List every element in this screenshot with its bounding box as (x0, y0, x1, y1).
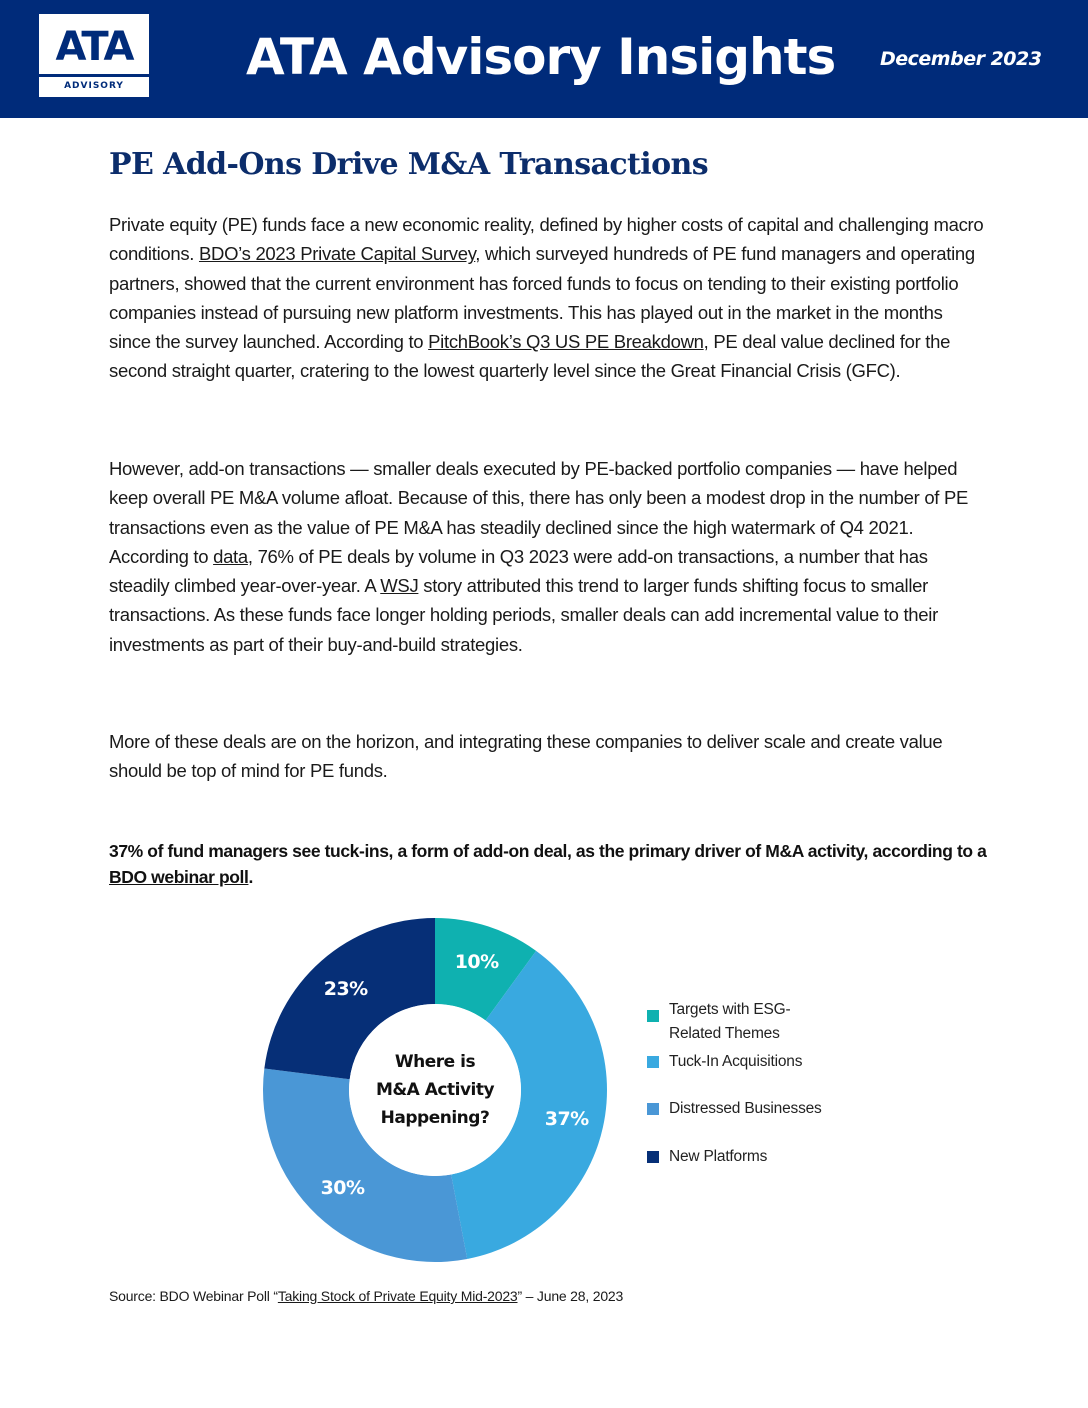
paragraph-text: , 76% of PE deals by volume in Q3 2023 were add-on transactions, a number that has steadily climbed year-over-year. A (109, 545, 928, 597)
slice-label-distressed: 30% (320, 1177, 365, 1200)
issue-date: December 2023 (880, 48, 1042, 70)
source-suffix: ” – June 28, 2023 (517, 1288, 624, 1304)
center-line-3: Happening? (380, 1108, 490, 1128)
legend-label: New Platforms (669, 1148, 768, 1165)
paragraph-text: , PE deal value declined for the second straight quarter, cratering to the lowest quarterly level since the Great Financial Crisis (GFC). (109, 331, 951, 382)
paragraph-text: , which surveyed hundreds of PE fund managers and operating partners, showed that the current environment has forced funds to focus on tending to their existing portfolio companies instead of pursuing new platform investments. This has played out in the market in the months since the survey launched. According to (109, 243, 975, 353)
source-link[interactable]: Taking Stock of Private Equity Mid-2023 (277, 1288, 518, 1304)
paragraph-1 (109, 210, 989, 386)
paragraph-text: Private equity (PE) funds face a new economic reality, defined by higher costs of capital and challenging macro conditions. (109, 214, 984, 265)
ata-advisory-logo (39, 14, 149, 97)
caption-end: . (248, 867, 253, 887)
legend-label: Distressed Businesses (669, 1100, 822, 1117)
article-title: PE Add-Ons Drive M&A Transactions (109, 147, 708, 182)
paragraph-text: story attributed this trend to larger funds shifting focus to smaller transactions. As these funds face longer holding periods, smaller deals can add incremental value to their investments as part of their buy-and-build strategies. (109, 575, 938, 655)
caption-text: 37% of fund managers see tuck-ins, a form of add-on deal, as the primary driver of M&A activity, according to a (109, 841, 987, 861)
source-prefix: Source: BDO Webinar Poll “ (109, 1288, 278, 1304)
slice-label-new-platforms: 23% (323, 977, 368, 1000)
legend-swatch-navy-icon (647, 1151, 659, 1163)
page-header (0, 0, 1088, 118)
legend-swatch-mid-blue-icon (647, 1103, 659, 1115)
legend-line-2: Related Themes (669, 1025, 780, 1042)
paragraph-2 (109, 454, 989, 659)
logo-mark: ATA (55, 24, 133, 70)
donut-chart (255, 910, 615, 1270)
logo-subtitle: ADVISORY (64, 81, 124, 91)
pitchbook-link[interactable]: PitchBook’s Q3 US PE Breakdown (428, 331, 704, 353)
legend-label (669, 998, 849, 1046)
chart-caption (109, 838, 989, 890)
chart-center-title (350, 1048, 520, 1132)
logo-divider (39, 74, 149, 77)
paragraph-text: However, add-on transactions — smaller deals executed by PE-backed portfolio companies — have helped keep overall PE M&A volume afloat. Because of this, there has only been a modest drop in the number of PE transactions even as the value of PE M&A has steadily declined since the high watermark of Q4 2021. According to (109, 458, 969, 567)
legend-swatch-light-blue-icon (647, 1056, 659, 1068)
slice-label-tuck-in: 37% (544, 1108, 589, 1131)
data-link[interactable]: data (213, 545, 248, 567)
wsj-link[interactable]: WSJ (380, 575, 419, 597)
newsletter-title: ATA Advisory Insights (246, 28, 836, 86)
center-line-2: M&A Activity (375, 1080, 495, 1100)
legend-line-1: Targets with ESG- (669, 1001, 791, 1018)
center-line-1: Where is (394, 1052, 476, 1072)
source-note (109, 1286, 623, 1306)
bdo-webinar-poll-link[interactable]: BDO webinar poll (109, 867, 249, 887)
bdo-survey-link[interactable]: BDO’s 2023 Private Capital Survey (198, 243, 476, 265)
legend-swatch-teal-icon (647, 1010, 659, 1022)
slice-label-esg: 10% (454, 950, 499, 973)
paragraph-3: More of these deals are on the horizon, and integrating these companies to deliver scale and create value should be top of mind for PE funds. (109, 731, 943, 782)
legend-label: Tuck-In Acquisitions (669, 1053, 803, 1070)
